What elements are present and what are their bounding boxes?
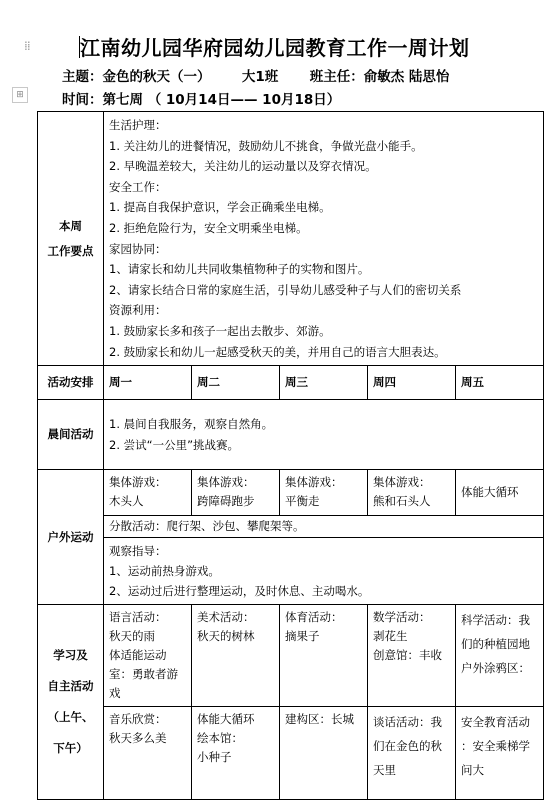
activity-line: 音乐欣赏： [109, 712, 167, 727]
learning-heading-line: 学习及 [53, 648, 88, 663]
activity-line: 室：勇敢者游 [109, 667, 178, 682]
activity-line: 秋天的树林 [197, 629, 255, 644]
learning-heading-line: 下午） [53, 741, 88, 756]
outdoor-scattered-row [38, 516, 544, 538]
focus-line: 2、请家长结合日常的家庭生活，引导幼儿感受种子与人们的密切关系 [109, 282, 462, 297]
learning-cell-monday-2 [104, 707, 192, 800]
focus-line: 家园协同： [109, 241, 167, 256]
day-thursday: 周四 [368, 366, 456, 400]
focus-heading-line2: 工作要点 [47, 243, 94, 258]
game-name: 平衡走 [285, 494, 320, 509]
weekly-plan-table [37, 111, 544, 800]
learning-cell-monday-1 [104, 605, 192, 707]
focus-heading-cell [38, 112, 104, 366]
focus-content-cell [104, 112, 544, 366]
focus-row [38, 112, 544, 366]
theme-label: 主题：金色的秋天（一） [62, 69, 211, 85]
activity-line: 数学活动： [373, 610, 431, 625]
focus-line: 2. 拒绝危险行为，安全文明乘坐电梯。 [109, 220, 308, 235]
learning-cell-wednesday-2 [280, 707, 368, 800]
game-label: 集体游戏： [285, 475, 343, 490]
guidance-line: 观察指导： [109, 544, 167, 559]
activity-line: 天里 [373, 763, 396, 778]
activity-line: 美术活动： [197, 610, 255, 625]
class-label: 大1班 [241, 69, 279, 85]
game-label: 集体游戏： [197, 475, 255, 490]
activity-line: 语言活动： [109, 610, 167, 625]
outdoor-game-friday [456, 470, 544, 516]
activity-line: 绘本馆： [197, 731, 243, 746]
activity-line: 建构区：长城 [285, 712, 354, 727]
learning-cell-tuesday-1 [192, 605, 280, 707]
learning-cell-tuesday-2 [192, 707, 280, 800]
outdoor-scattered-cell: 分散活动：爬行架、沙包、攀爬架等。 [104, 516, 544, 538]
activity-line: 问大 [461, 763, 484, 778]
activity-line: 体适能运动 [109, 648, 167, 663]
learning-row-2 [38, 707, 544, 800]
activity-line: 秋天多么美 [109, 731, 167, 746]
focus-line: 1、请家长和幼儿共同收集植物种子的实物和图片。 [109, 262, 370, 277]
day-monday: 周一 [104, 366, 192, 400]
outdoor-guidance-row [38, 538, 544, 605]
learning-cell-wednesday-1 [280, 605, 368, 707]
outdoor-guidance-cell [104, 538, 544, 605]
morning-line: 1. 晨间自我服务，观察自然角。 [109, 416, 274, 431]
activity-line: 创意馆：丰收 [373, 648, 442, 663]
guidance-line: 2、运动过后进行整理运动，及时休息、主动喝水。 [109, 584, 370, 599]
time-label: 时间：第七周 （ 10月14日—— 10月18日） [62, 92, 341, 108]
activity-line: 戏 [109, 686, 121, 701]
outdoor-heading-cell: 户外运动 [38, 470, 104, 605]
learning-heading-line: （上午、 [47, 710, 94, 725]
activity-line: 户外涂鸦区： [461, 661, 530, 676]
table-move-handle-icon[interactable]: ⊞ [12, 87, 28, 103]
outdoor-game-wednesday [280, 470, 368, 516]
focus-line: 生活护理： [109, 118, 167, 132]
focus-line: 2. 早晚温差较大，关注幼儿的运动量以及穿衣情况。 [109, 159, 377, 174]
teacher-label: 班主任：俞敏杰 陆思怡 [309, 69, 450, 85]
learning-cell-thursday-1 [368, 605, 456, 707]
learning-cell-thursday-2 [368, 707, 456, 800]
day-friday: 周五 [456, 366, 544, 400]
outdoor-game-tuesday [192, 470, 280, 516]
day-wednesday: 周三 [280, 366, 368, 400]
learning-cell-friday-2 [456, 707, 544, 800]
outdoor-game-monday [104, 470, 192, 516]
schedule-header-row [38, 366, 544, 400]
focus-line: 资源利用： [109, 303, 167, 318]
morning-line: 2. 尝试“一公里”挑战赛。 [109, 437, 240, 452]
activity-line: 们在金色的秋 [373, 739, 442, 754]
focus-line: 1. 关注幼儿的进餐情况，鼓励幼儿不挑食，争做光盘小能手。 [109, 138, 423, 153]
guidance-line: 1、运动前热身游戏。 [109, 564, 220, 579]
learning-row-1 [38, 605, 544, 707]
game-name: 木头人 [109, 494, 144, 509]
outdoor-games-row [38, 470, 544, 516]
focus-line: 1. 提高自我保护意识，学会正确乘坐电梯。 [109, 200, 331, 215]
meta-line-1 [62, 65, 449, 85]
learning-heading-cell [38, 605, 104, 800]
meta-line-2 [62, 88, 340, 108]
focus-line: 1. 鼓励家长多和孩子一起出去散步、郊游。 [109, 323, 331, 338]
drag-handle-icon[interactable]: ⁞⁞ [24, 39, 30, 53]
activity-line: 科学活动：我 [461, 613, 530, 628]
morning-heading-cell: 晨间活动 [38, 400, 104, 470]
learning-cell-friday-1 [456, 605, 544, 707]
game-name: 熊和石头人 [373, 494, 431, 509]
activity-line: ：安全乘梯学 [461, 739, 530, 754]
activity-line: 秋天的雨 [109, 629, 155, 644]
focus-line: 安全工作： [109, 179, 167, 194]
activity-line: 摘果子 [285, 629, 320, 644]
activity-line: 谈话活动：我 [373, 715, 442, 730]
morning-row [38, 400, 544, 470]
morning-content-cell [104, 400, 544, 470]
activity-line: 体育活动： [285, 610, 343, 625]
activity-line: 小种子 [197, 750, 232, 765]
schedule-heading-cell: 活动安排 [38, 366, 104, 400]
focus-heading-line1: 本周 [59, 218, 82, 233]
focus-line: 2. 鼓励家长和幼儿一起感受秋天的美，并用自己的语言大胆表达。 [109, 344, 446, 359]
game-name: 跨障碍跑步 [197, 494, 255, 509]
game-label: 集体游戏： [109, 475, 167, 490]
outdoor-game-thursday [368, 470, 456, 516]
activity-line: 体能大循环 [197, 712, 255, 727]
game-name: 体能大循环 [461, 485, 519, 500]
page-title: 江南幼儿园华府园幼儿园教育工作一周计划 [80, 36, 470, 60]
activity-line: 安全教育活动 [461, 715, 530, 730]
activity-line: 剥花生 [373, 629, 408, 644]
activity-line: 们的种植园地 [461, 637, 530, 652]
day-tuesday: 周二 [192, 366, 280, 400]
game-label: 集体游戏： [373, 475, 431, 490]
learning-heading-line: 自主活动 [47, 679, 94, 694]
